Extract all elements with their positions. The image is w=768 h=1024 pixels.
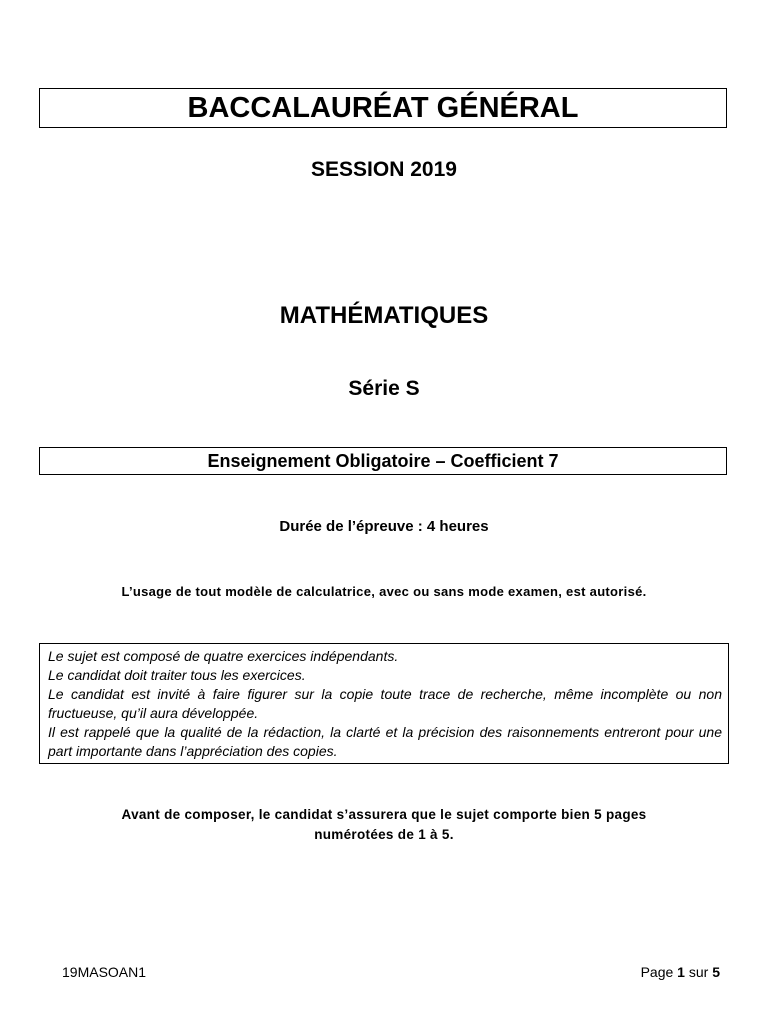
exam-title-box bbox=[39, 88, 727, 128]
pages-notice-line-1: Avant de composer, le candidat s’assurera que le sujet comporte bien 5 pages bbox=[121, 807, 647, 822]
page-current: 1 bbox=[677, 964, 685, 980]
subject-title: MATHÉMATIQUES bbox=[279, 302, 489, 329]
pages-notice-line-2: numérotées de 1 à 5. bbox=[314, 827, 454, 842]
exam-code: 19MASOAN1 bbox=[62, 964, 147, 980]
page-label: Page bbox=[640, 964, 674, 980]
exam-title: BACCALAURÉAT GÉNÉRAL bbox=[187, 91, 579, 124]
instruction-item: Le candidat doit traiter tous les exercices. bbox=[48, 667, 306, 683]
instructions-box bbox=[39, 643, 729, 764]
page-number bbox=[641, 964, 720, 980]
serie-label: Série S bbox=[348, 377, 420, 400]
coefficient-box bbox=[39, 447, 727, 475]
page-total: 5 bbox=[712, 964, 720, 980]
instruction-item: Le candidat est invité à faire figurer sur la copie toute trace de recherche, même incomplète ou non fructueuse, qu’il aura développée. bbox=[48, 686, 722, 721]
instruction-item: Il est rappelé que la qualité de la rédaction, la clarté et la précision des raisonnements entreront pour une part importante dans l’appréciation des copies. bbox=[48, 724, 722, 759]
duration-label: Durée de l’épreuve : 4 heures bbox=[279, 518, 489, 535]
page-separator: sur bbox=[688, 964, 709, 980]
pages-notice bbox=[0, 805, 768, 845]
session-label: SESSION 2019 bbox=[311, 158, 457, 181]
instruction-item: Le sujet est composé de quatre exercices indépendants. bbox=[48, 648, 399, 664]
calculator-notice: L’usage de tout modèle de calculatrice, avec ou sans mode examen, est autorisé. bbox=[121, 584, 647, 599]
coefficient-label: Enseignement Obligatoire – Coefficient 7 bbox=[207, 450, 559, 471]
